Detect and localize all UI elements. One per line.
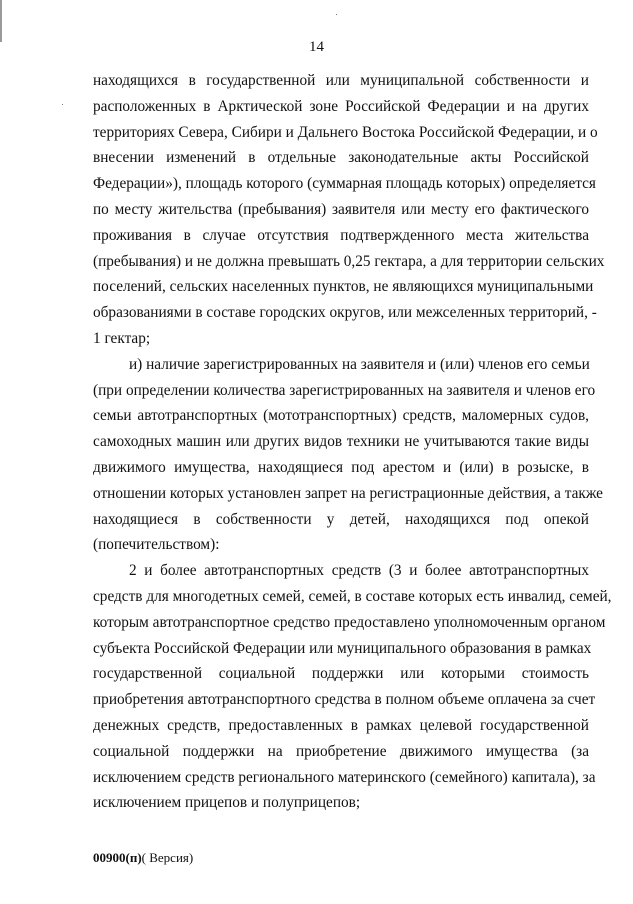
text-line: денежных средств, предоставленных в рамках целевой государственной [93, 716, 589, 734]
paragraph [93, 558, 612, 816]
text-line: 2 и более автотранспортных средств (3 и более автотранспортных [129, 562, 589, 580]
text-line: исключением прицепов и полуприцепов; [93, 794, 361, 812]
scan-edge-mark [0, 0, 2, 42]
scan-speck [62, 104, 63, 105]
footer-document-code: 00900(п) [93, 850, 142, 865]
text-line: 1 гектар; [93, 329, 151, 347]
document-footer [93, 850, 193, 866]
text-line: движимого имущества, находящиеся под арестом и (или) в розыске, в [93, 458, 589, 476]
text-line: (пребывания) и не должна превышать 0,25 гектара, а для территории сельских [93, 252, 605, 270]
document-body [93, 68, 612, 816]
paragraph [93, 352, 603, 558]
text-line: приобретения автотранспортного средства в полном объеме оплачена за счет [93, 691, 596, 709]
text-line: Федерации»), площадь которого (суммарная площадь которых) определяется [93, 175, 596, 193]
text-line: территориях Севера, Сибири и Дальнего Востока Российской Федерации, и о [93, 123, 598, 141]
text-line: которым автотранспортное средство предоставлено уполномоченным органом [93, 613, 606, 631]
text-line: семьи автотранспортных (мототранспортных) средств, маломерных судов, [93, 407, 589, 425]
text-line: государственной социальной поддержки или которыми стоимость [93, 665, 589, 683]
page-number: 14 [309, 39, 324, 55]
text-line: расположенных в Арктической зоне Российской Федерации и на других [93, 97, 589, 115]
text-line: (при определении количества зарегистрированных на заявителя и членов его [93, 381, 596, 399]
text-line: образованиями в составе городских округов, или межселенных территорий, - [93, 304, 597, 322]
text-line: и) наличие зарегистрированных на заявителя и (или) членов его семьи [129, 355, 590, 373]
text-line: социальной поддержки на приобретение движимого имущества (за [93, 742, 589, 760]
text-line: находящихся в государственной или муниципальной собственности и [93, 72, 589, 89]
text-line: отношении которых установлен запрет на регистрационные действия, а также [93, 484, 603, 502]
text-line: находящиеся в собственности у детей, находящихся под опекой [93, 510, 589, 528]
text-line: поселений, сельских населенных пунктов, не являющихся муниципальными [93, 278, 594, 296]
text-line: самоходных машин или других видов техники не учитываются такие виды [93, 433, 589, 451]
footer-version-label: ( Версия) [141, 850, 194, 865]
text-line: внесении изменений в отдельные законодательные акты Российской [93, 149, 589, 167]
paragraph [93, 68, 605, 352]
text-line: средств для многодетных семей, семей, в составе которых есть инвалид, семей, [93, 587, 612, 605]
scan-speck [336, 14, 337, 15]
text-line: проживания в случае отсутствия подтвержденного места жительства [93, 226, 589, 244]
text-line: (попечительством): [93, 536, 220, 554]
text-line: исключением средств регионального материнского (семейного) капитала), за [93, 768, 596, 786]
text-line: по месту жительства (пребывания) заявителя или месту его фактического [93, 200, 589, 218]
text-line: субъекта Российской Федерации или муниципального образования в рамках [93, 639, 592, 657]
